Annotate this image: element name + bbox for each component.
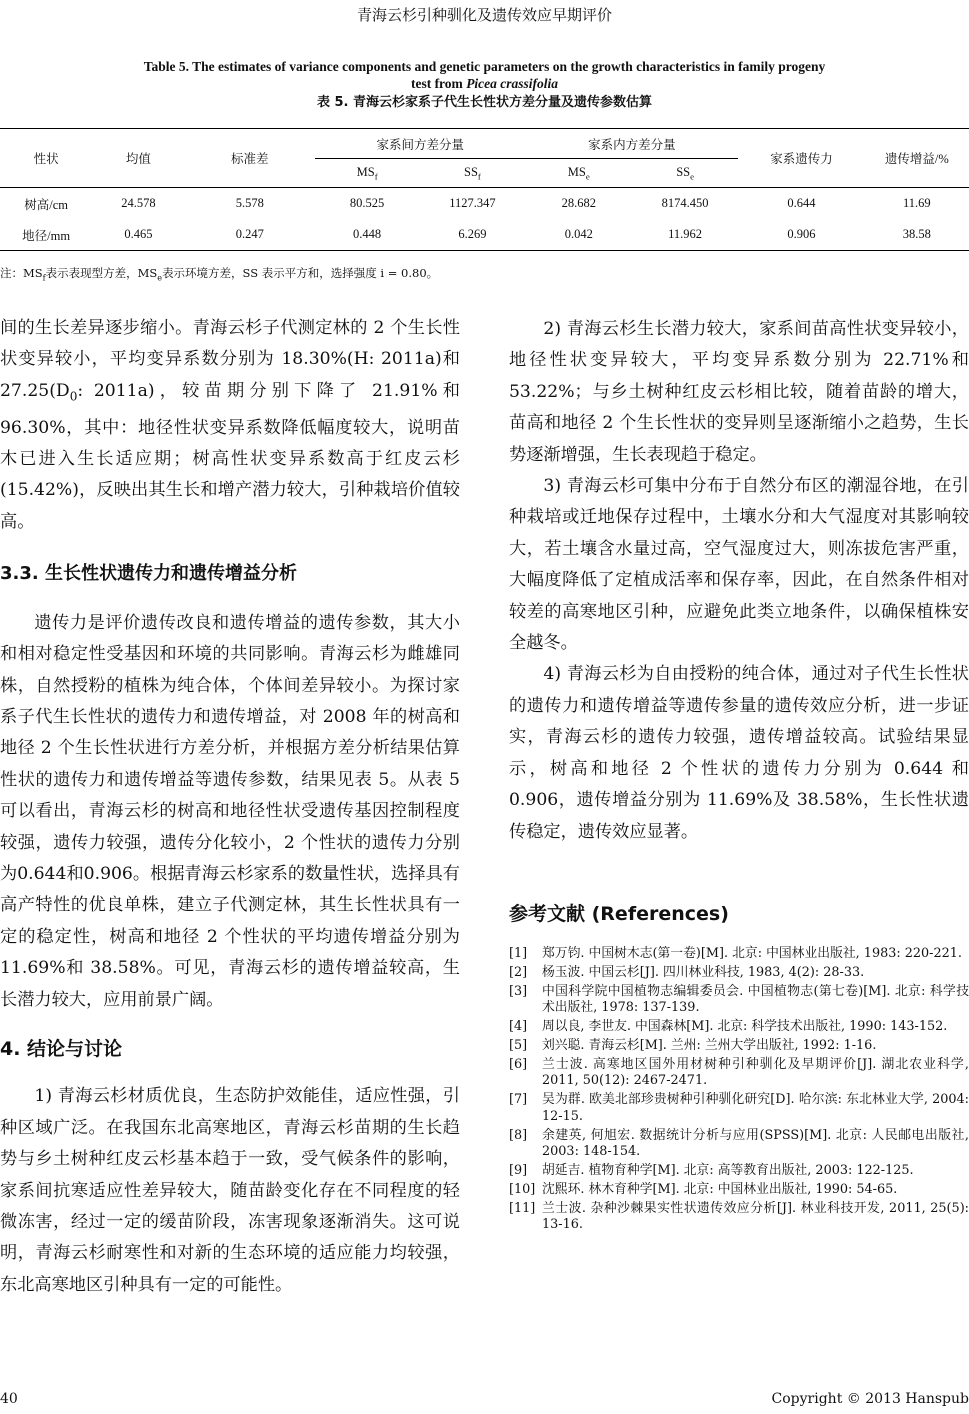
header-gain: 遗传增益/%	[865, 129, 969, 188]
paragraph: 间的生长差异逐步缩小。青海云杉子代测定林的 2 个生长性状变异较小，平均变异系数分别为 18.30%(H: 2011a)和 $27.25(D_0$: 2011a)，较苗期分别下降了 21.91%和 96.30%，其中：地径性状变异系数降低幅度较大，说明苗木已进入生长适应期；树高性状变异系数高于红皮云杉(15.42%)，反映出其生长和增产潜力较大，引种栽培价值较高。	[0, 318, 460, 532]
header-sd: 标准差	[185, 129, 315, 188]
reference-item: [1] 郑万钧. 中国树木志(第一卷)[M]. 北京: 中国林业出版社, 1983: 220-221.	[509, 946, 962, 961]
reference-item: [5] 刘兴聪. 青海云杉[M]. 兰州: 兰州大学出版社, 1992: 1-16.	[509, 1038, 877, 1054]
cell-gain: 11.69	[902, 196, 931, 210]
reference-item: [11] 兰士波. 杂种沙棘果实性状遗传效应分析[J]. 林业科技开发, 2011, 25(5): 13-16.	[509, 1200, 969, 1233]
variance-table	[0, 128, 969, 251]
cell-mse: 0.042	[526, 219, 632, 251]
paragraph: 1) 青海云杉材质优良，生态防护效能佳，适应性强，引种区域广泛。在我国东北高寒地区，青海云杉苗期的生长趋势与乡土树种红皮云杉基本趋于一致，受气候条件的影响，家系间抗寒适应性差异较大，随苗龄变化存在不同程度的轻微冻害，经过一定的缓苗阶段，冻害现象逐渐消失。这可说明，青海云杉耐寒性和对新的生态环境的适应能力均较强，东北高寒地区引种具有一定的可能性。	[0, 1086, 460, 1295]
cell-sse: 11.962	[632, 219, 738, 251]
cell-mse: 28.682	[561, 196, 596, 210]
cell-ssf: 6.269	[419, 219, 525, 251]
paragraph: 3) 青海云杉可集中分布于自然分布区的潮湿谷地，在引种栽培或迁地保存过程中，土壤水分和大气湿度对其影响较大，若土壤含水量过高，空气湿度过大，则冻拔危害严重，大幅度降低了定植成活率和保存率，因此，在自然条件相对较差的高寒地区引种，应避免此类立地条件，以确保植株安全越冬。	[509, 476, 969, 654]
header-heritability: 家系遗传力	[738, 129, 864, 188]
cell-mean: 24.578	[121, 196, 156, 210]
references-heading: 参考文献 (References)	[509, 903, 729, 925]
cell-msf: 80.525	[349, 196, 385, 210]
cell-heritability: 0.906	[738, 219, 864, 251]
table-row	[0, 219, 969, 251]
cell-msf: 0.448	[315, 219, 419, 251]
paragraph: 2) 青海云杉生长潜力较大，家系间苗高性状变异较小，地径性状变异较大，平均变异系数分别为 22.71%和 53.22%；与乡土树种红皮云杉相比较，随着苗龄的增大，苗高和地径 2 个生长性状的变异则呈逐渐缩小之趋势，生长势逐渐增强，生长表现趋于稳定。	[509, 319, 969, 465]
header-mean: 均值	[92, 129, 184, 188]
header-mse: $MS_e$	[526, 159, 632, 188]
table-caption-en: Table 5. The estimates of variance components and genetic parameters on the growth characteristics in family progeny	[143, 59, 826, 74]
reference-item: [9] 胡延吉. 植物育种学[M]. 北京: 高等教育出版社, 2003: 122-125.	[509, 1163, 914, 1179]
header-msf: $MS_f$	[315, 159, 419, 188]
running-header: 青海云杉引种驯化及遗传效应早期评价	[356, 6, 612, 24]
cell-mean: 0.465	[92, 219, 184, 251]
page-number: 40	[0, 1391, 18, 1407]
paragraph: 遗传力是评价遗传改良和遗传增益的遗传参数，其大小和相对稳定性受基因和环境的共同影响。青海云杉为雌雄同株，自然授粉的植株为纯合体，个体间差异较小。为探讨家系子代生长性状的遗传力和遗传增益，对 2008 年的树高和地径 2 个生长性状进行方差分析，并根据方差分析结果估算性状的遗传力和遗传增益等遗传参数，结果见表 5。从表 5 可以看出，青海云杉的树高和地径性状受遗传基因控制程度较强，遗传力较强，遗传分化较小，2 个性状的遗传力分别为0.644和0.906。根据青海云杉家系的数量性状，选择具有高产特性的优良单株，建立子代测定林，其生长性状具有一定的稳定性，树高和地径 2 个性状的平均遗传增益分别为 11.69%和 38.58%。可见，青海云杉的遗传增益较高，生长潜力较大，应用前景广阔。	[0, 612, 460, 1010]
species-name: Picea crassifolia	[466, 76, 559, 91]
table-caption-zh: 表 5. 青海云杉家系子代生长性状方差分量及遗传参数估算	[316, 95, 653, 110]
paragraph: 4) 青海云杉为自由授粉的纯合体，通过对子代生长性状的遗传力和遗传增益等遗传参量的遗传效应分析，进一步证实，青海云杉的遗传力较强，遗传增益较高。试验结果显示，树高和地径 2 个性状的遗传力分别为 0.644 和 0.906，遗传增益分别为 11.69%及 38.58%，生长性状遗传稳定，遗传效应显著。	[509, 664, 969, 842]
reference-item: [6] 兰士波. 高寒地区国外用材树种引种驯化及早期评价[J]. 湖北农业科学, 2011, 50(12): 2467-2471.	[509, 1056, 969, 1089]
reference-item: [10] 沈熙环. 林木育种学[M]. 北京: 中国林业出版社, 1990: 54-65.	[509, 1182, 898, 1198]
reference-item: [3] 中国科学院中国植物志编辑委员会. 中国植物志(第七卷)[M]. 北京: 科学技术出版社, 1978: 137-139.	[509, 983, 969, 1016]
header-between-family: 家系间方差分量	[315, 129, 526, 159]
section-heading-4: 4. 结论与讨论	[0, 1037, 123, 1060]
cell-sd: 0.247	[185, 219, 315, 251]
cell-trait: 树高/cm	[24, 197, 69, 212]
right-column	[509, 314, 969, 848]
header-within-family: 家系内方差分量	[526, 129, 739, 159]
reference-item: [4] 周以良, 李世友. 中国森林[M]. 北京: 科学技术出版社, 1990: 143-152.	[509, 1019, 948, 1035]
section-heading-3-3: 3.3. 生长性状遗传力和遗传增益分析	[0, 563, 297, 585]
header-ssf: $SS_f$	[419, 159, 525, 188]
cell-ssf: 1127.347	[449, 196, 496, 210]
left-column	[0, 313, 460, 1301]
cell-gain: 38.58	[865, 219, 969, 251]
cell-heritability: 0.644	[787, 196, 816, 210]
copyright: Copyright © 2013 Hanspub	[771, 1391, 969, 1407]
cell-sd: 5.578	[235, 196, 264, 210]
reference-item: [7] 吴为群. 欧美北部珍贵树种引种驯化研究[D]. 哈尔滨: 东北林业大学, 2004: 12-15.	[509, 1092, 969, 1124]
table-note: 注：$MS_f$表示表现型方差，$MS_e$表示环境方差，SS 表示平方和，选择强度 i = 0.80。	[0, 266, 439, 283]
reference-item: [2] 杨玉波. 中国云杉[J]. 四川林业科技, 1983, 4(2): 28-33.	[509, 964, 865, 980]
header-trait: 性状	[0, 129, 92, 188]
table-caption-en-line2: test from Picea crassifolia	[410, 76, 559, 91]
header-sse: $SS_e$	[632, 159, 738, 188]
table-row	[0, 188, 969, 220]
reference-item: [8] 余建英, 何旭宏. 数据统计分析与应用(SPSS)[M]. 北京: 人民邮电出版社, 2003: 148-154.	[509, 1127, 969, 1160]
cell-trait: 地径/mm	[0, 219, 92, 251]
references-list	[509, 946, 969, 1236]
cell-sse: 8174.450	[661, 196, 709, 210]
